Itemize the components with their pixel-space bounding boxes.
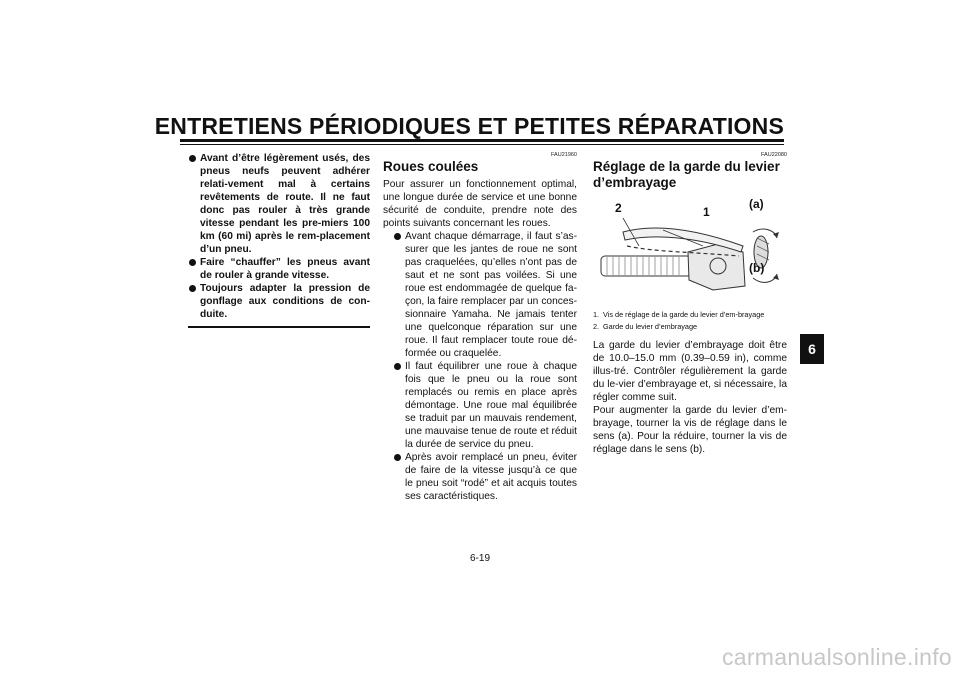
warning-item: Faire “chauffer” les pneus avant de rouler à grande vitesse. [188,256,370,282]
figure-label-2: 2 [615,201,622,215]
section-intro: Pour assurer un fonctionnement optimal, une longue durée de service et une bonne sécurité de conduite, prendre note des points suivants concernant les roues. [383,179,577,229]
warning-item: Toujours adapter la pression de gonflage aux conditions de con-duite. [188,282,370,321]
bullet-icon [189,285,196,292]
paragraph: Pour augmenter la garde du levier d’em-brayage, tourner la vis de réglage dans le sens (a). Pour la réduire, tourner la vis de réglage dans le sens (b). [593,405,787,455]
wheels-section [383,152,577,503]
section-code: FAU22080 [761,152,787,158]
bullet-icon [189,155,196,162]
header-rule-thin [180,144,784,145]
bullet-icon [394,454,401,461]
clutch-lever-figure [593,194,787,306]
section-title: Réglage de la garde du levier d’embrayage [593,159,780,190]
warning-item: Avant d’être légèrement usés, des pneus neufs peuvent adhérer relati-vement mal à certains revêtements de route. Il ne faut donc pas rouler à très grande vitesse pendant les pre-miers 100 km (60 mi) après le rem-placement d’un pneu. [188,152,370,256]
figure-label-1: 1 [703,205,710,219]
clutch-section [593,152,787,456]
wheels-bullet-list [383,230,577,503]
list-item: Après avoir remplacé un pneu, éviter de faire de la vitesse jusqu’à ce que le pneu soit “rodé” et ait acquis toutes ses caractéristiques. [393,451,577,503]
chapter-tab: 6 [800,334,824,364]
section-title: Roues coulées [383,159,479,174]
page-number: 6-19 [469,553,490,564]
list-item: Il faut équilibrer une roue à chaque fois que le pneu ou la roue sont remplacés ou remis en place après démontage. Une roue mal équilibrée se traduit par un mauvais rendement, une mauvaise tenue de route et réduit la durée de service du pneu. [393,360,577,451]
bullet-icon [394,363,401,370]
list-item: Avant chaque démarrage, il faut s’as-surer que les jantes de roue ne sont pas craquelées, qu’elles n’ont pas de saut et ne sont pas voilées. Si une roue est endommagée de quelque fa-çon, la faire remplacer par un conces-sionnaire Yamaha. Ne jamais tenter une quelconque réparation sur une roue. Il faut remplacer toute roue dé-formée ou craquelée. [393,230,577,360]
bullet-icon [189,259,196,266]
header-rule-thick [180,139,784,142]
section-code: FAU21960 [551,152,577,158]
figure-label-a: (a) [749,197,764,211]
warning-list [188,152,370,321]
caption-item: 1. Vis de réglage de la garde du levier d’em-brayage [593,310,765,319]
figure-caption [593,310,787,331]
figure-label-b: (b) [749,261,765,275]
caption-item: 2. Garde du levier d’embrayage [593,321,698,331]
watermark: carmanualsonline.info [721,644,952,670]
bullet-icon [394,233,401,240]
warning-column [188,152,370,328]
paragraph: La garde du levier d’embrayage doit être de 10.0–15.0 mm (0.39–0.59 in), comme illus-tré. Contrôler régulièrement la garde du le-vier d’embrayage et, si nécessaire, la régler comme suit. [593,340,787,403]
page-title: ENTRETIENS PÉRIODIQUES ET PETITES RÉPARATIONS [154,113,784,139]
warning-end-rule [188,326,370,328]
